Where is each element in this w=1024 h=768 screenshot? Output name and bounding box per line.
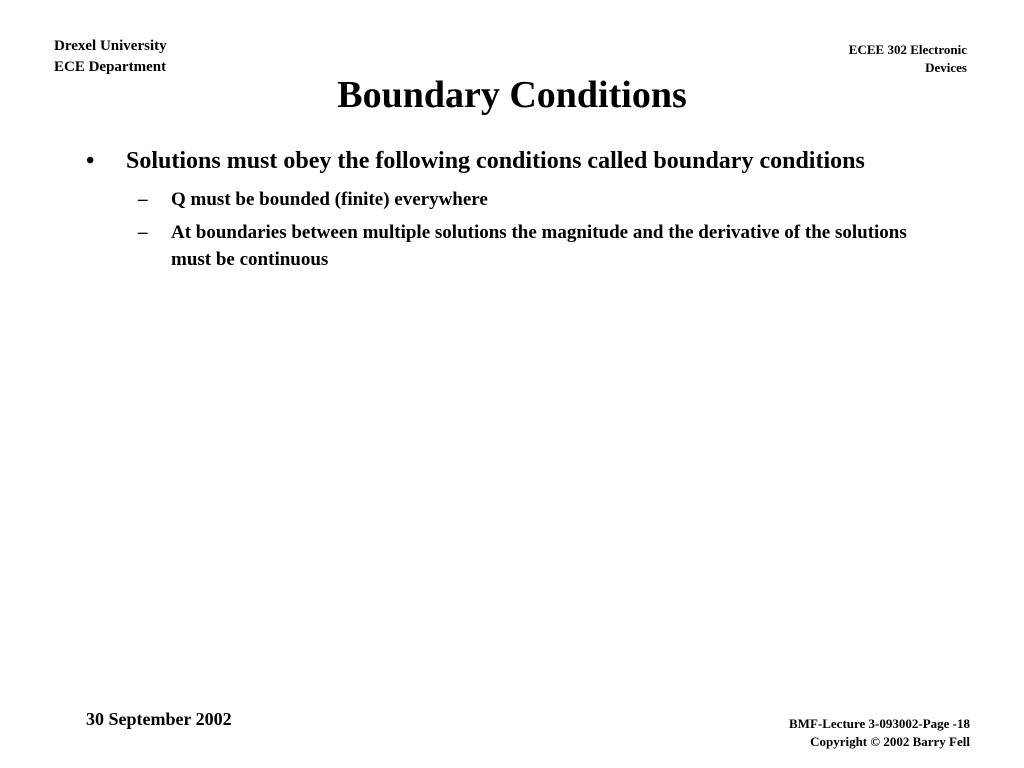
course-name-line1: ECEE 302 Electronic	[848, 42, 967, 57]
sub-bullet-item	[138, 186, 946, 213]
footer-info	[789, 715, 970, 751]
copyright-notice: Copyright © 2002 Barry Fell	[810, 734, 970, 749]
sub-bullet-list	[138, 186, 946, 273]
bullet-marker: •	[86, 148, 95, 174]
sub-bullet-marker: –	[138, 189, 148, 210]
bullet-item	[86, 145, 946, 178]
footer-date: 30 September 2002	[86, 709, 232, 729]
sub-bullet-item	[138, 219, 946, 273]
sub-bullet-text: Q must be bounded (finite) everywhere	[171, 189, 488, 210]
bullet-text: Solutions must obey the following conditions called boundary conditions	[126, 148, 865, 174]
slide-content	[86, 145, 946, 279]
course-name-line2: Devices	[925, 60, 967, 75]
slide-title: Boundary Conditions	[337, 74, 687, 116]
page-reference: BMF-Lecture 3-093002-Page -18	[789, 716, 970, 731]
institution-name: Drexel University	[54, 38, 167, 54]
sub-bullet-marker: –	[138, 222, 148, 243]
sub-bullet-text: At boundaries between multiple solutions the magnitude and the derivative of the solutions must be continuous	[171, 222, 907, 270]
department-name: ECE Department	[54, 59, 167, 75]
